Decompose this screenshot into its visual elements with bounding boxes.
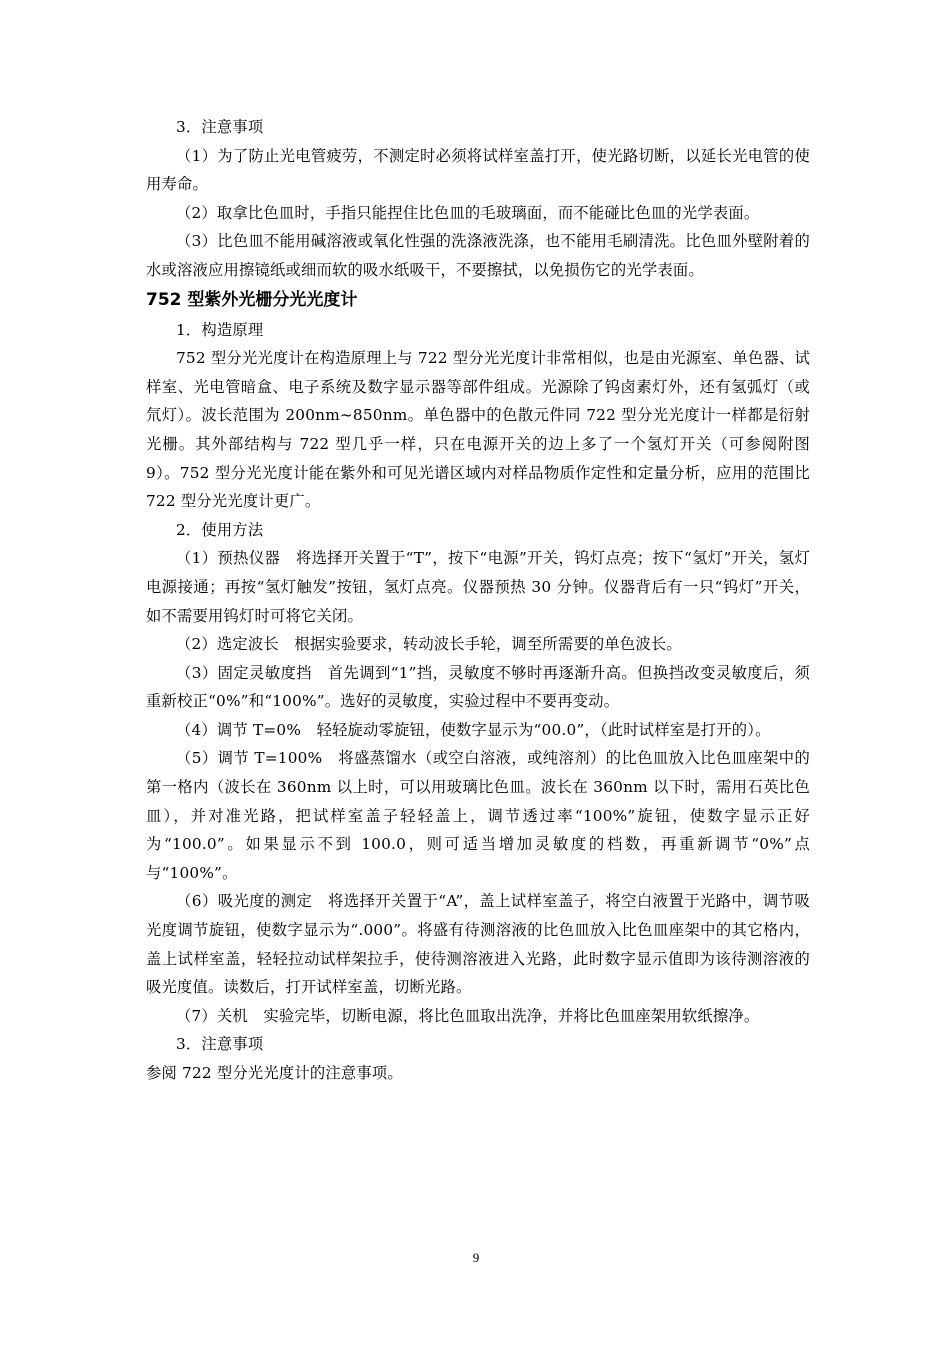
usage-step-7: （7）关机 实验完毕，切断电源，将比色皿取出洗净，并将比色皿座架用软纸擦净。 [176,1006,760,1025]
usage-step-1: （1）预热仪器 将选择开关置于“T”，按下“电源”开关，钨灯点亮；按下“氢灯”开关，氢灯电源接通；再按“氢灯触发”按钮，氢灯点亮。仪器预热 30 分钟。仪器背后有一只“钨灯”开关，如不需要用钨灯时可将它关闭。 [146,549,810,625]
section-heading: 752 型紫外光栅分光光度计 [146,289,358,310]
note-item-1: （1）为了防止光电管疲劳，不测定时必须将试样室盖打开，使光路切断，以延长光电管的使用寿命。 [146,146,810,194]
note-item-3: （3）比色皿不能用碱溶液或氧化性强的洗涤液洗涤，也不能用毛刷清洗。比色皿外壁附着的水或溶液应用擦镜纸或细而软的吸水纸吸干，不要擦拭，以免损伤它的光学表面。 [146,232,810,279]
principle-title: 1．构造原理 [176,320,264,339]
principle-paragraph: 752 型分光光度计在构造原理上与 722 型分光光度计非常相似，也是由光源室、单色器、试样室、光电管暗盒、电子系统及数字显示器等部件组成。光源除了钨卤素灯外，还有氢弧灯（或氘灯）。波长范围为 200nm~850nm。单色器中的色散元件同 722 型分光光度计一样都是衍射光栅。其外部结构与 722 型几乎一样，只在电源开关的边上多了一个氢灯开关（可参阅附图 9）。752 型分光光度计能在紫外和可见光谱区域内对样品物质作定性和定量分析，应用的范围比 722 型分光光度计更广。 [146,349,810,511]
note-item-2: （2）取拿比色皿时，手指只能捏住比色皿的毛玻璃面，而不能碰比色皿的光学表面。 [176,203,760,222]
usage-step-4: （4）调节 T=0% 轻轻旋动零旋钮，使数字显示为“00.0”，（此时试样室是打开的）。 [176,720,771,739]
usage-step-2: （2）选定波长 根据实验要求，转动波长手轮，调至所需要的单色波长。 [176,635,682,654]
page-content [146,113,810,1088]
notes2-title: 3．注意事项 [176,1035,264,1054]
usage-step-6: （6）吸光度的测定 将选择开关置于“A”，盖上试样室盖子，将空白液置于光路中，调节吸光度调节旋钮，使数字显示为“.000”。将盛有待测溶液的比色皿放入比色皿座架中的其它格内，盖上试样室盖，轻轻拉动试样架拉手，使待测溶液进入光路，此时数字显示值即为该待测溶液的吸光度值。读数后，打开试样室盖，切断光路。 [146,892,810,997]
notes2-paragraph: 参阅 722 型分光光度计的注意事项。 [146,1064,403,1082]
page-number: 9 [472,1250,480,1265]
usage-step-5: （5）调节 T=100% 将盛蒸馏水（或空白溶液，或纯溶剂）的比色皿放入比色皿座架中的第一格内（波长在 360nm 以上时，可以用玻璃比色皿。波长在 360nm 以下时，需用石英比色皿），并对准光路，把试样室盖子轻轻盖上，调节透过率“100%”旋钮，使数字显示正好为“100.0”。如果显示不到 100.0，则可适当增加灵敏度的档数，再重新调节“0%”点与“100%”。 [146,749,810,882]
usage-title: 2．使用方法 [176,520,264,539]
notes-title: 3．注意事项 [176,118,264,136]
usage-step-3: （3）固定灵敏度挡 首先调到“1”挡，灵敏度不够时再逐渐升高。但换挡改变灵敏度后，须重新校正“0%”和“100%”。选好的灵敏度，实验过程中不要再变动。 [146,663,810,711]
